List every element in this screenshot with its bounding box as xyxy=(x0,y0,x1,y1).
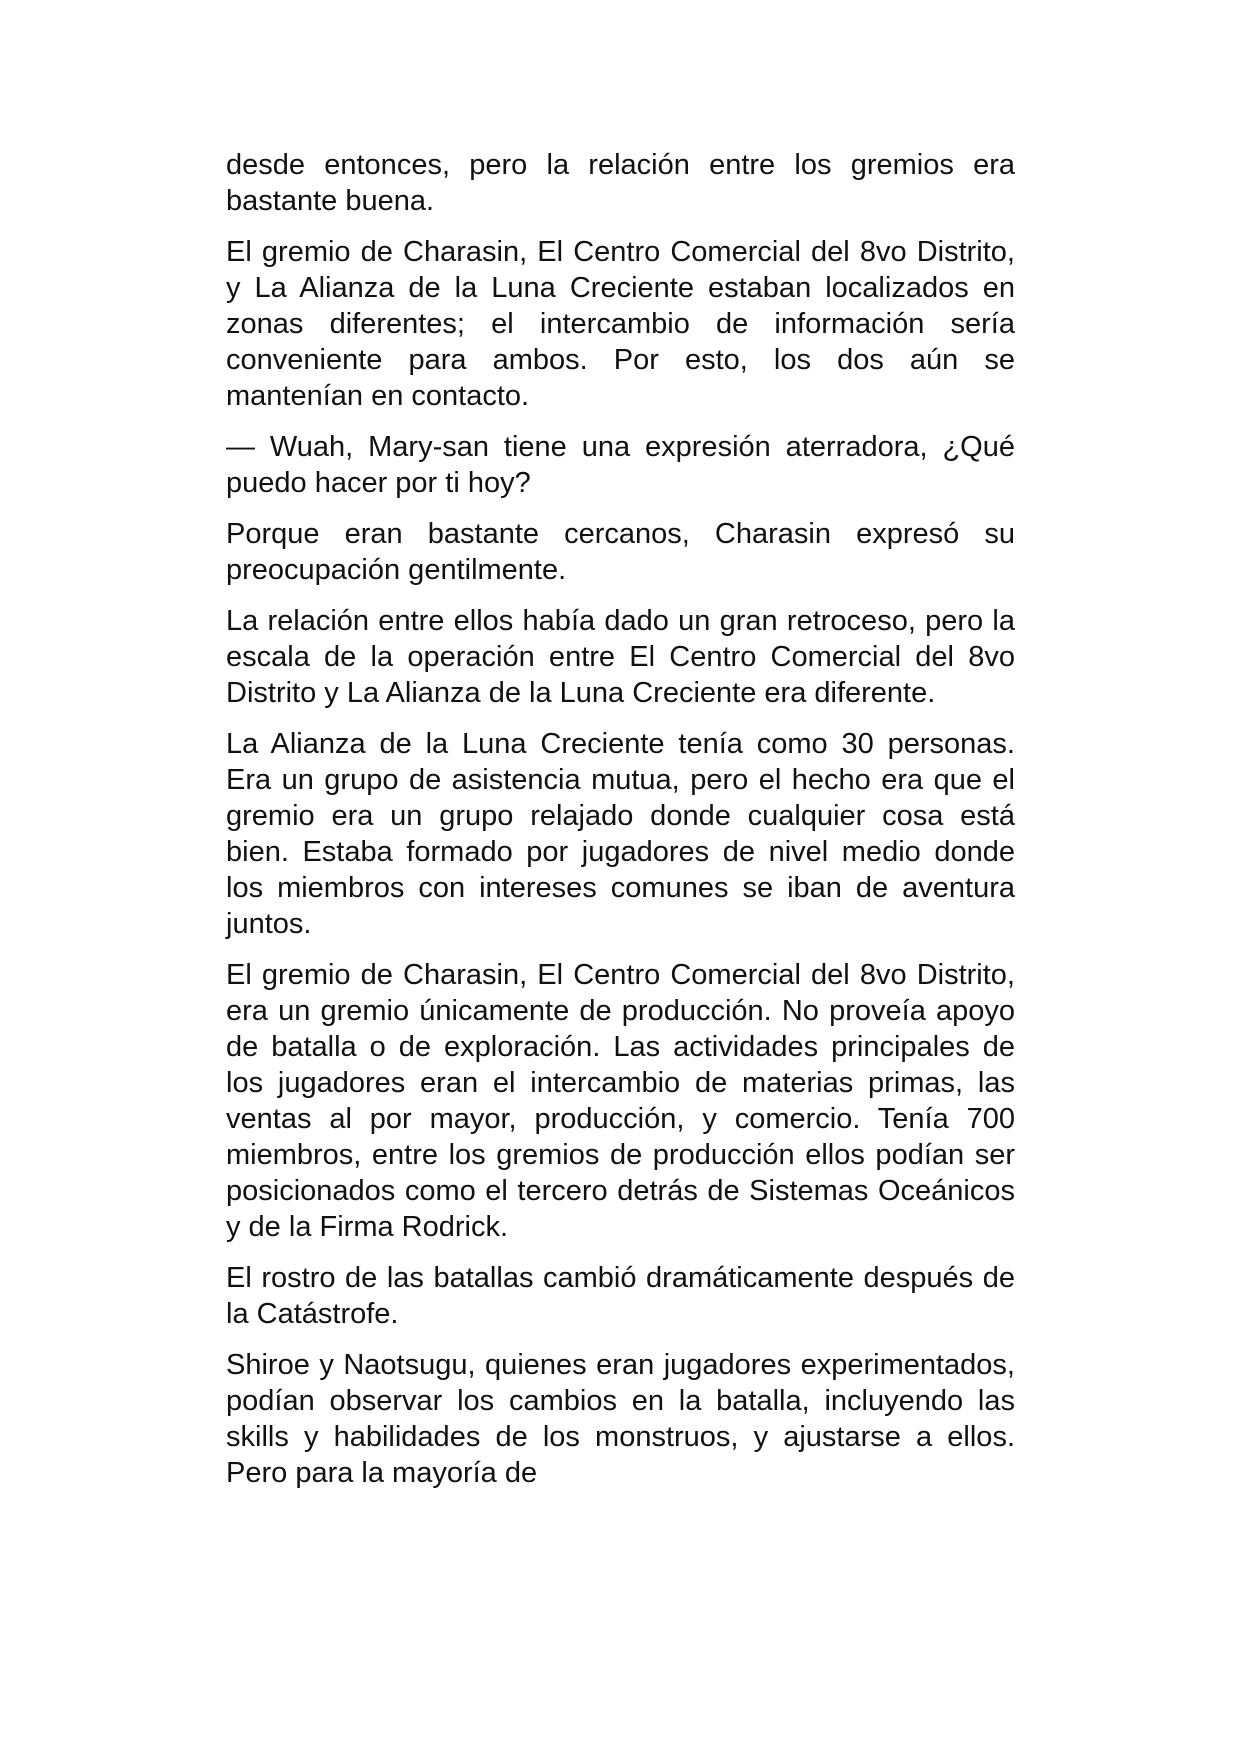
body-text xyxy=(226,147,1015,1506)
paragraph-6: La Alianza de la Luna Creciente tenía como 30 personas. Era un grupo de asistencia mutua, pero el hecho era que el gremio era un grupo relajado donde cualquier cosa está bien. Estaba formado por jugadores de nivel medio donde los miembros con intereses comunes se iban de aventura juntos. xyxy=(226,728,1015,940)
paragraph-8: El rostro de las batallas cambió dramáticamente después de la Catástrofe. xyxy=(226,1262,1015,1330)
paragraph-7: El gremio de Charasin, El Centro Comercial del 8vo Distrito, era un gremio únicamente de producción. No proveía apoyo de batalla o de exploración. Las actividades principales de los jugadores eran el intercambio de materias primas, las ventas al por mayor, producción, y comercio. Tenía 700 miembros, entre los gremios de producción ellos podían ser posicionados como el tercero detrás de Sistemas Oceánicos y de la Firma Rodrick. xyxy=(226,959,1015,1243)
paragraph-5: La relación entre ellos había dado un gran retroceso, pero la escala de la operación entre El Centro Comercial del 8vo Distrito y La Alianza de la Luna Creciente era diferente. xyxy=(226,605,1015,709)
paragraph-3-dialogue: — Wuah, Mary-san tiene una expresión aterradora, ¿Qué puedo hacer por ti hoy? xyxy=(226,431,1015,499)
paragraph-2: El gremio de Charasin, El Centro Comercial del 8vo Distrito, y La Alianza de la Luna Creciente estaban localizados en zonas diferentes; el intercambio de información sería conveniente para ambos. Por esto, los dos aún se mantenían en contacto. xyxy=(226,236,1015,412)
paragraph-9: Shiroe y Naotsugu, quienes eran jugadores experimentados, podían observar los cambios en la batalla, incluyendo las skills y habilidades de los monstruos, y ajustarse a ellos. Pero para la mayoría de xyxy=(226,1349,1015,1489)
paragraph-1: desde entonces, pero la relación entre los gremios era bastante buena. xyxy=(226,149,1015,217)
paragraph-4: Porque eran bastante cercanos, Charasin expresó su preocupación gentilmente. xyxy=(226,518,1015,586)
